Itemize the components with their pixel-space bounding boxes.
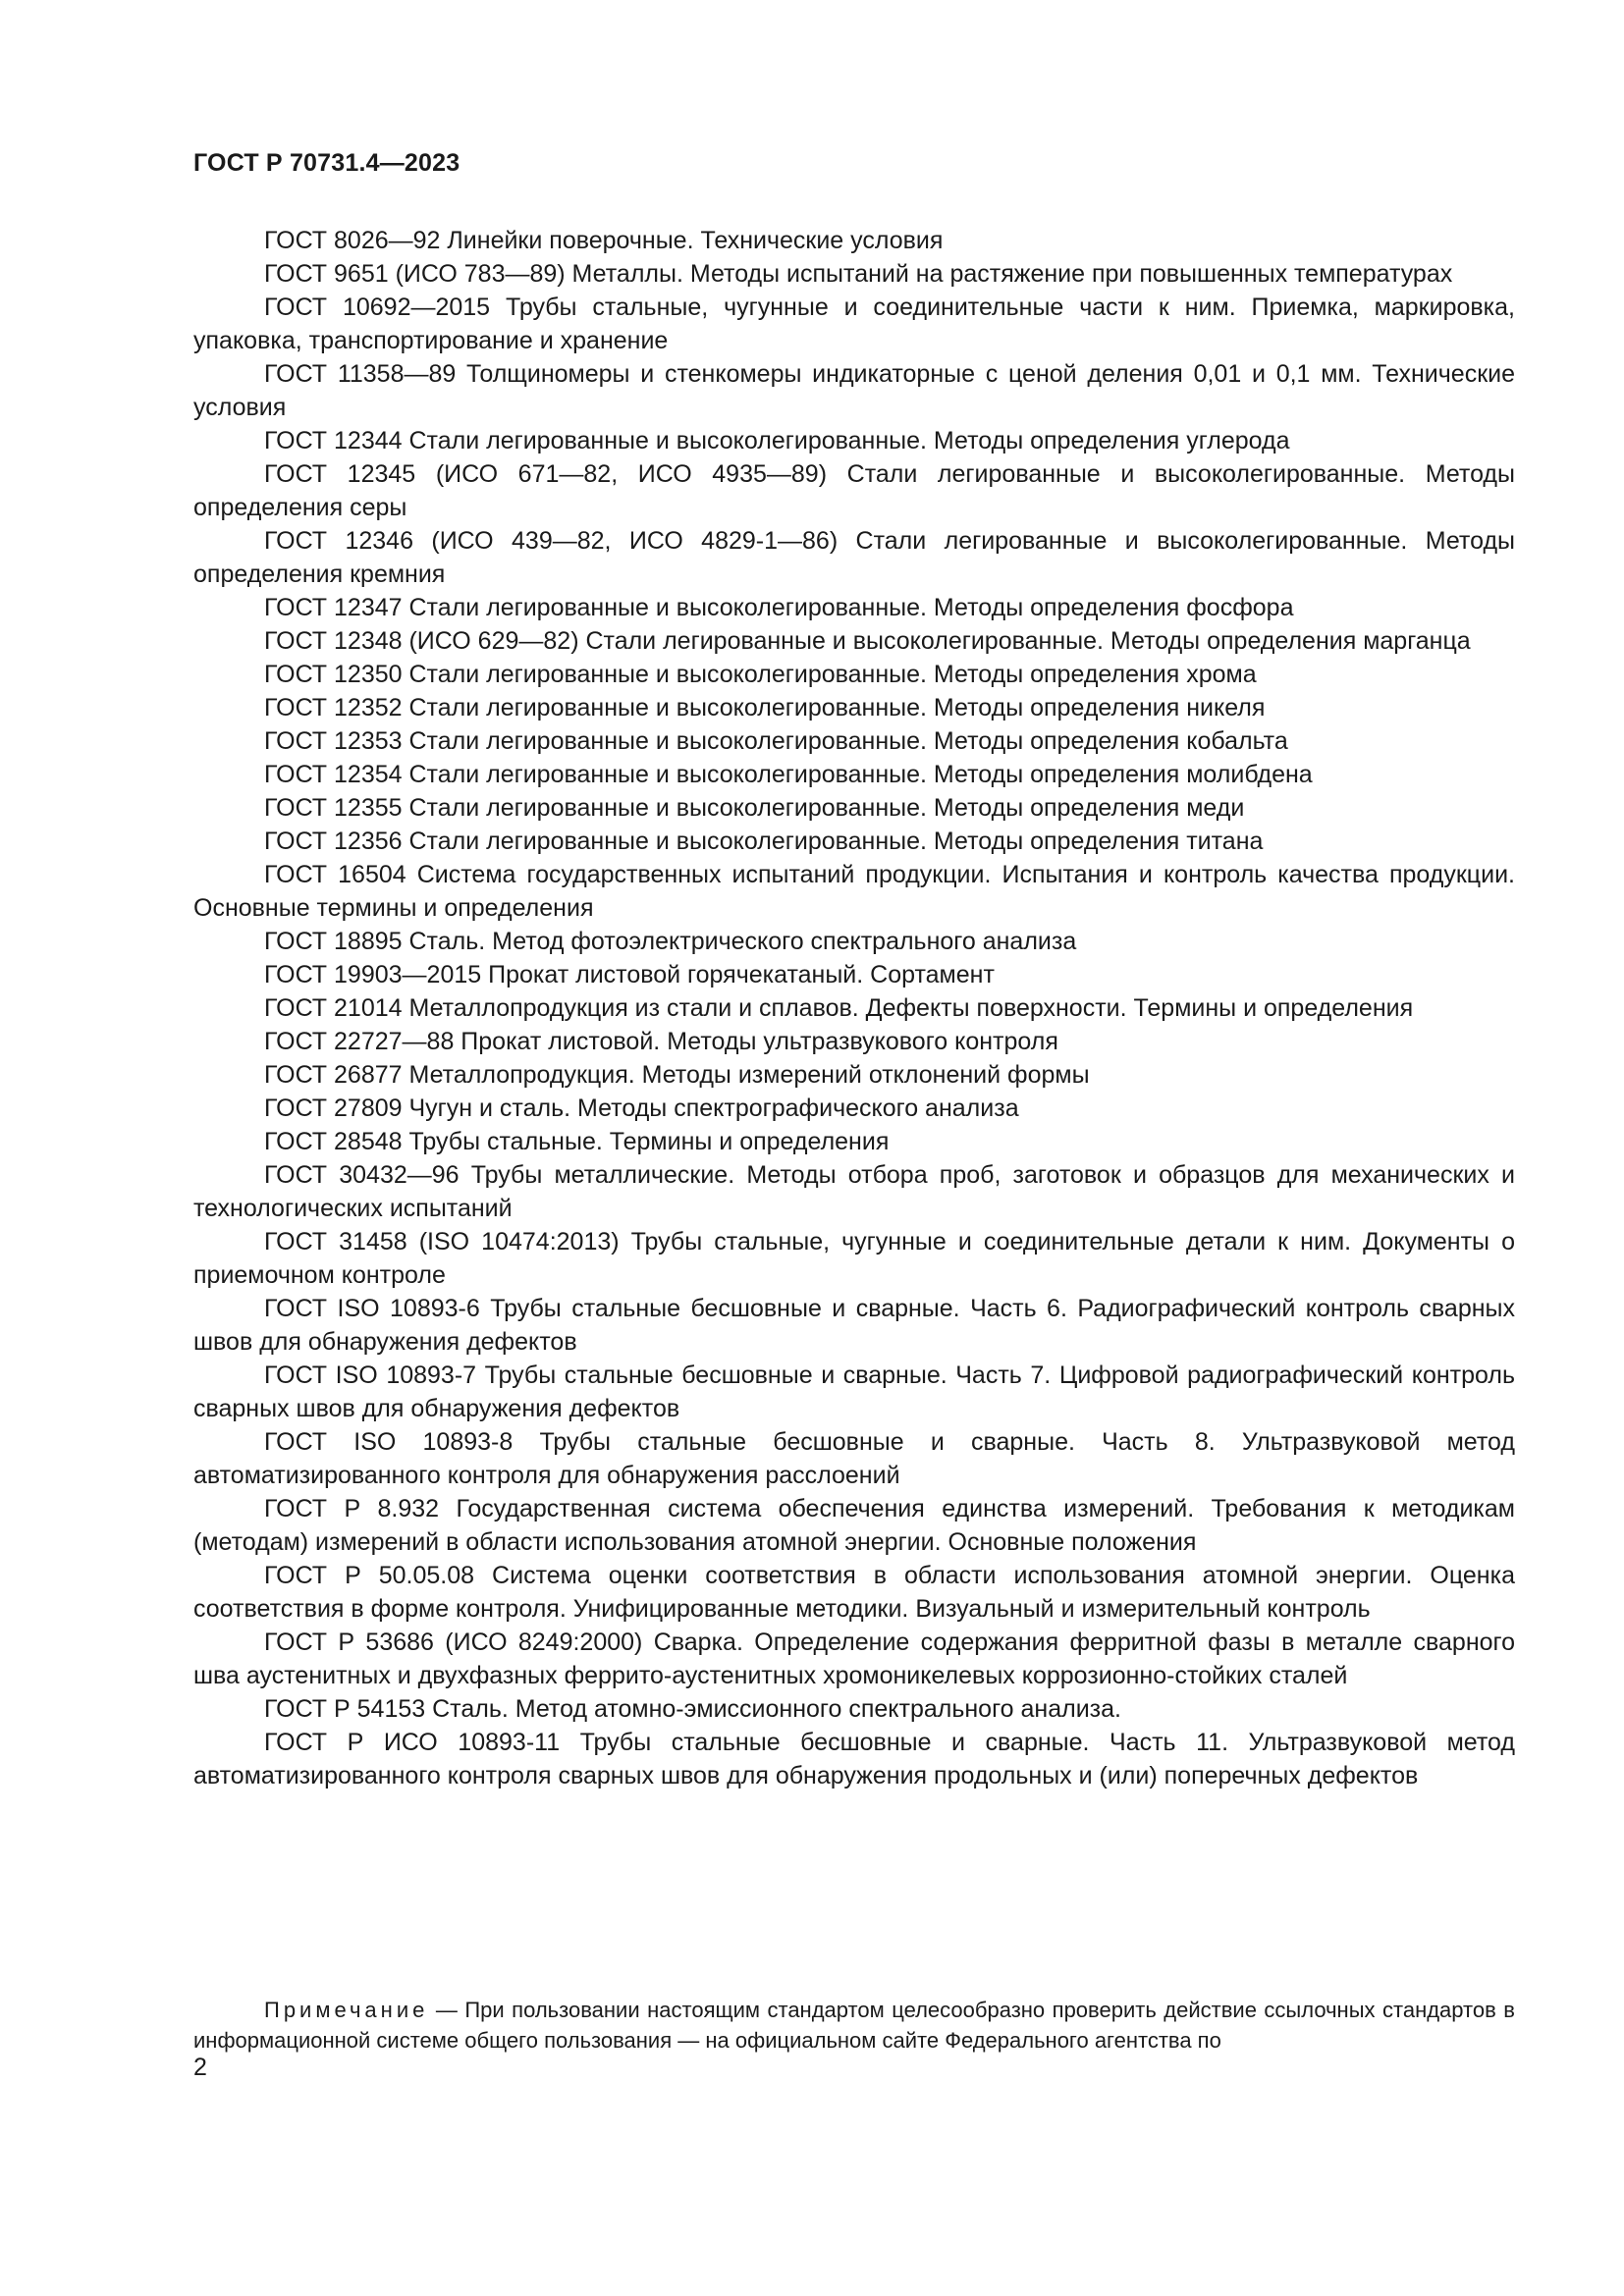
reference-item: ГОСТ ISO 10893-7 Трубы стальные бесшовные и сварные. Часть 7. Цифровой радиографический контроль сварных швов для обнаружения дефектов [193,1362,1515,1422]
reference-item: ГОСТ 12346 (ИСО 439—82, ИСО 4829-1—86) Стали легированные и высоколегированные. Методы определения кремния [193,527,1515,588]
reference-item: ГОСТ 22727—88 Прокат листовой. Методы ультразвукового контроля [264,1028,1058,1055]
note-text: — При пользовании настоящим стандартом целесообразно проверить действие ссылочных стандартов в информационной системе общего пользования — на официальном сайте Федерального агентства по [193,1998,1515,2053]
document-header: ГОСТ Р 70731.4—2023 [193,149,460,177]
reference-item: ГОСТ 12356 Стали легированные и высоколегированные. Методы определения титана [264,828,1264,855]
reference-item: ГОСТ 12345 (ИСО 671—82, ИСО 4935—89) Стали легированные и высоколегированные. Методы определения серы [193,460,1515,521]
reference-item: ГОСТ 12348 (ИСО 629—82) Стали легированные и высоколегированные. Методы определения марганца [264,627,1471,655]
reference-item: ГОСТ 10692—2015 Трубы стальные, чугунные и соединительные части к ним. Приемка, маркировка, упаковка, транспортирование и хранение [193,294,1515,354]
reference-item: ГОСТ 30432—96 Трубы металлические. Методы отбора проб, заготовок и образцов для механических и технологических испытаний [193,1161,1515,1222]
reference-item: ГОСТ Р 50.05.08 Система оценки соответствия в области использования атомной энергии. Оценка соответствия в форме контроля. Унифицированные методики. Визуальный и измерительный контроль [193,1562,1515,1623]
reference-item: ГОСТ 8026—92 Линейки поверочные. Технические условия [264,227,944,254]
reference-item: ГОСТ Р ИСО 10893-11 Трубы стальные бесшовные и сварные. Часть 11. Ультразвуковой метод автоматизированного контроля сварных швов для обнаружения продольных и (или) поперечных дефектов [193,1729,1515,1789]
page-number: 2 [193,2054,207,2081]
reference-item: ГОСТ 12352 Стали легированные и высоколегированные. Методы определения никеля [264,694,1266,721]
reference-item: ГОСТ 19903—2015 Прокат листовой горячекатаный. Сортамент [264,961,995,988]
reference-item: ГОСТ 31458 (ISO 10474:2013) Трубы стальные, чугунные и соединительные детали к ним. Документы о приемочном контроле [193,1228,1515,1289]
reference-item: ГОСТ 28548 Трубы стальные. Термины и определения [264,1128,890,1155]
reference-item: ГОСТ 12353 Стали легированные и высоколегированные. Методы определения кобальта [264,727,1288,755]
reference-item: ГОСТ 12354 Стали легированные и высоколегированные. Методы определения молибдена [264,761,1313,788]
reference-item: ГОСТ 11358—89 Толщиномеры и стенкомеры индикаторные с ценой деления 0,01 и 0,1 мм. Технические условия [193,360,1515,421]
reference-item: ГОСТ 9651 (ИСО 783—89) Металлы. Методы испытаний на растяжение при повышенных температурах [264,260,1453,288]
reference-item: ГОСТ 27809 Чугун и сталь. Методы спектрографического анализа [264,1095,1019,1122]
reference-item: ГОСТ ISO 10893-6 Трубы стальные бесшовные и сварные. Часть 6. Радиографический контроль сварных швов для обнаружения дефектов [193,1295,1515,1356]
reference-item: ГОСТ 21014 Металлопродукция из стали и сплавов. Дефекты поверхности. Термины и определения [264,994,1414,1022]
reference-item: ГОСТ 12355 Стали легированные и высоколегированные. Методы определения меди [264,794,1245,822]
reference-item: ГОСТ 16504 Система государственных испытаний продукции. Испытания и контроль качества продукции. Основные термины и определения [193,861,1515,922]
reference-item: ГОСТ 26877 Металлопродукция. Методы измерений отклонений формы [264,1061,1090,1089]
note-label: Примечание [264,1998,429,2022]
reference-item: ГОСТ Р 8.932 Государственная система обеспечения единства измерений. Требования к методикам (методам) измерений в области использования атомной энергии. Основные положения [193,1495,1515,1556]
reference-item: ГОСТ 12344 Стали легированные и высоколегированные. Методы определения углерода [264,427,1290,454]
reference-item: ГОСТ 18895 Сталь. Метод фотоэлектрического спектрального анализа [264,928,1077,955]
reference-item: ГОСТ ISO 10893-8 Трубы стальные бесшовные и сварные. Часть 8. Ультразвуковой метод автоматизированного контроля для обнаружения расслоений [193,1428,1515,1489]
note-paragraph [193,1995,1515,2056]
references-list [193,224,1515,1792]
reference-item: ГОСТ 12347 Стали легированные и высоколегированные. Методы определения фосфора [264,594,1294,621]
reference-item: ГОСТ 12350 Стали легированные и высоколегированные. Методы определения хрома [264,661,1257,688]
reference-item: ГОСТ Р 53686 (ИСО 8249:2000) Сварка. Определение содержания ферритной фазы в металле сварного шва аустенитных и двухфазных феррито-аустенитных хромоникелевых коррозионно-стойких сталей [193,1629,1515,1689]
reference-item: ГОСТ Р 54153 Сталь. Метод атомно-эмиссионного спектрального анализа. [264,1695,1121,1723]
